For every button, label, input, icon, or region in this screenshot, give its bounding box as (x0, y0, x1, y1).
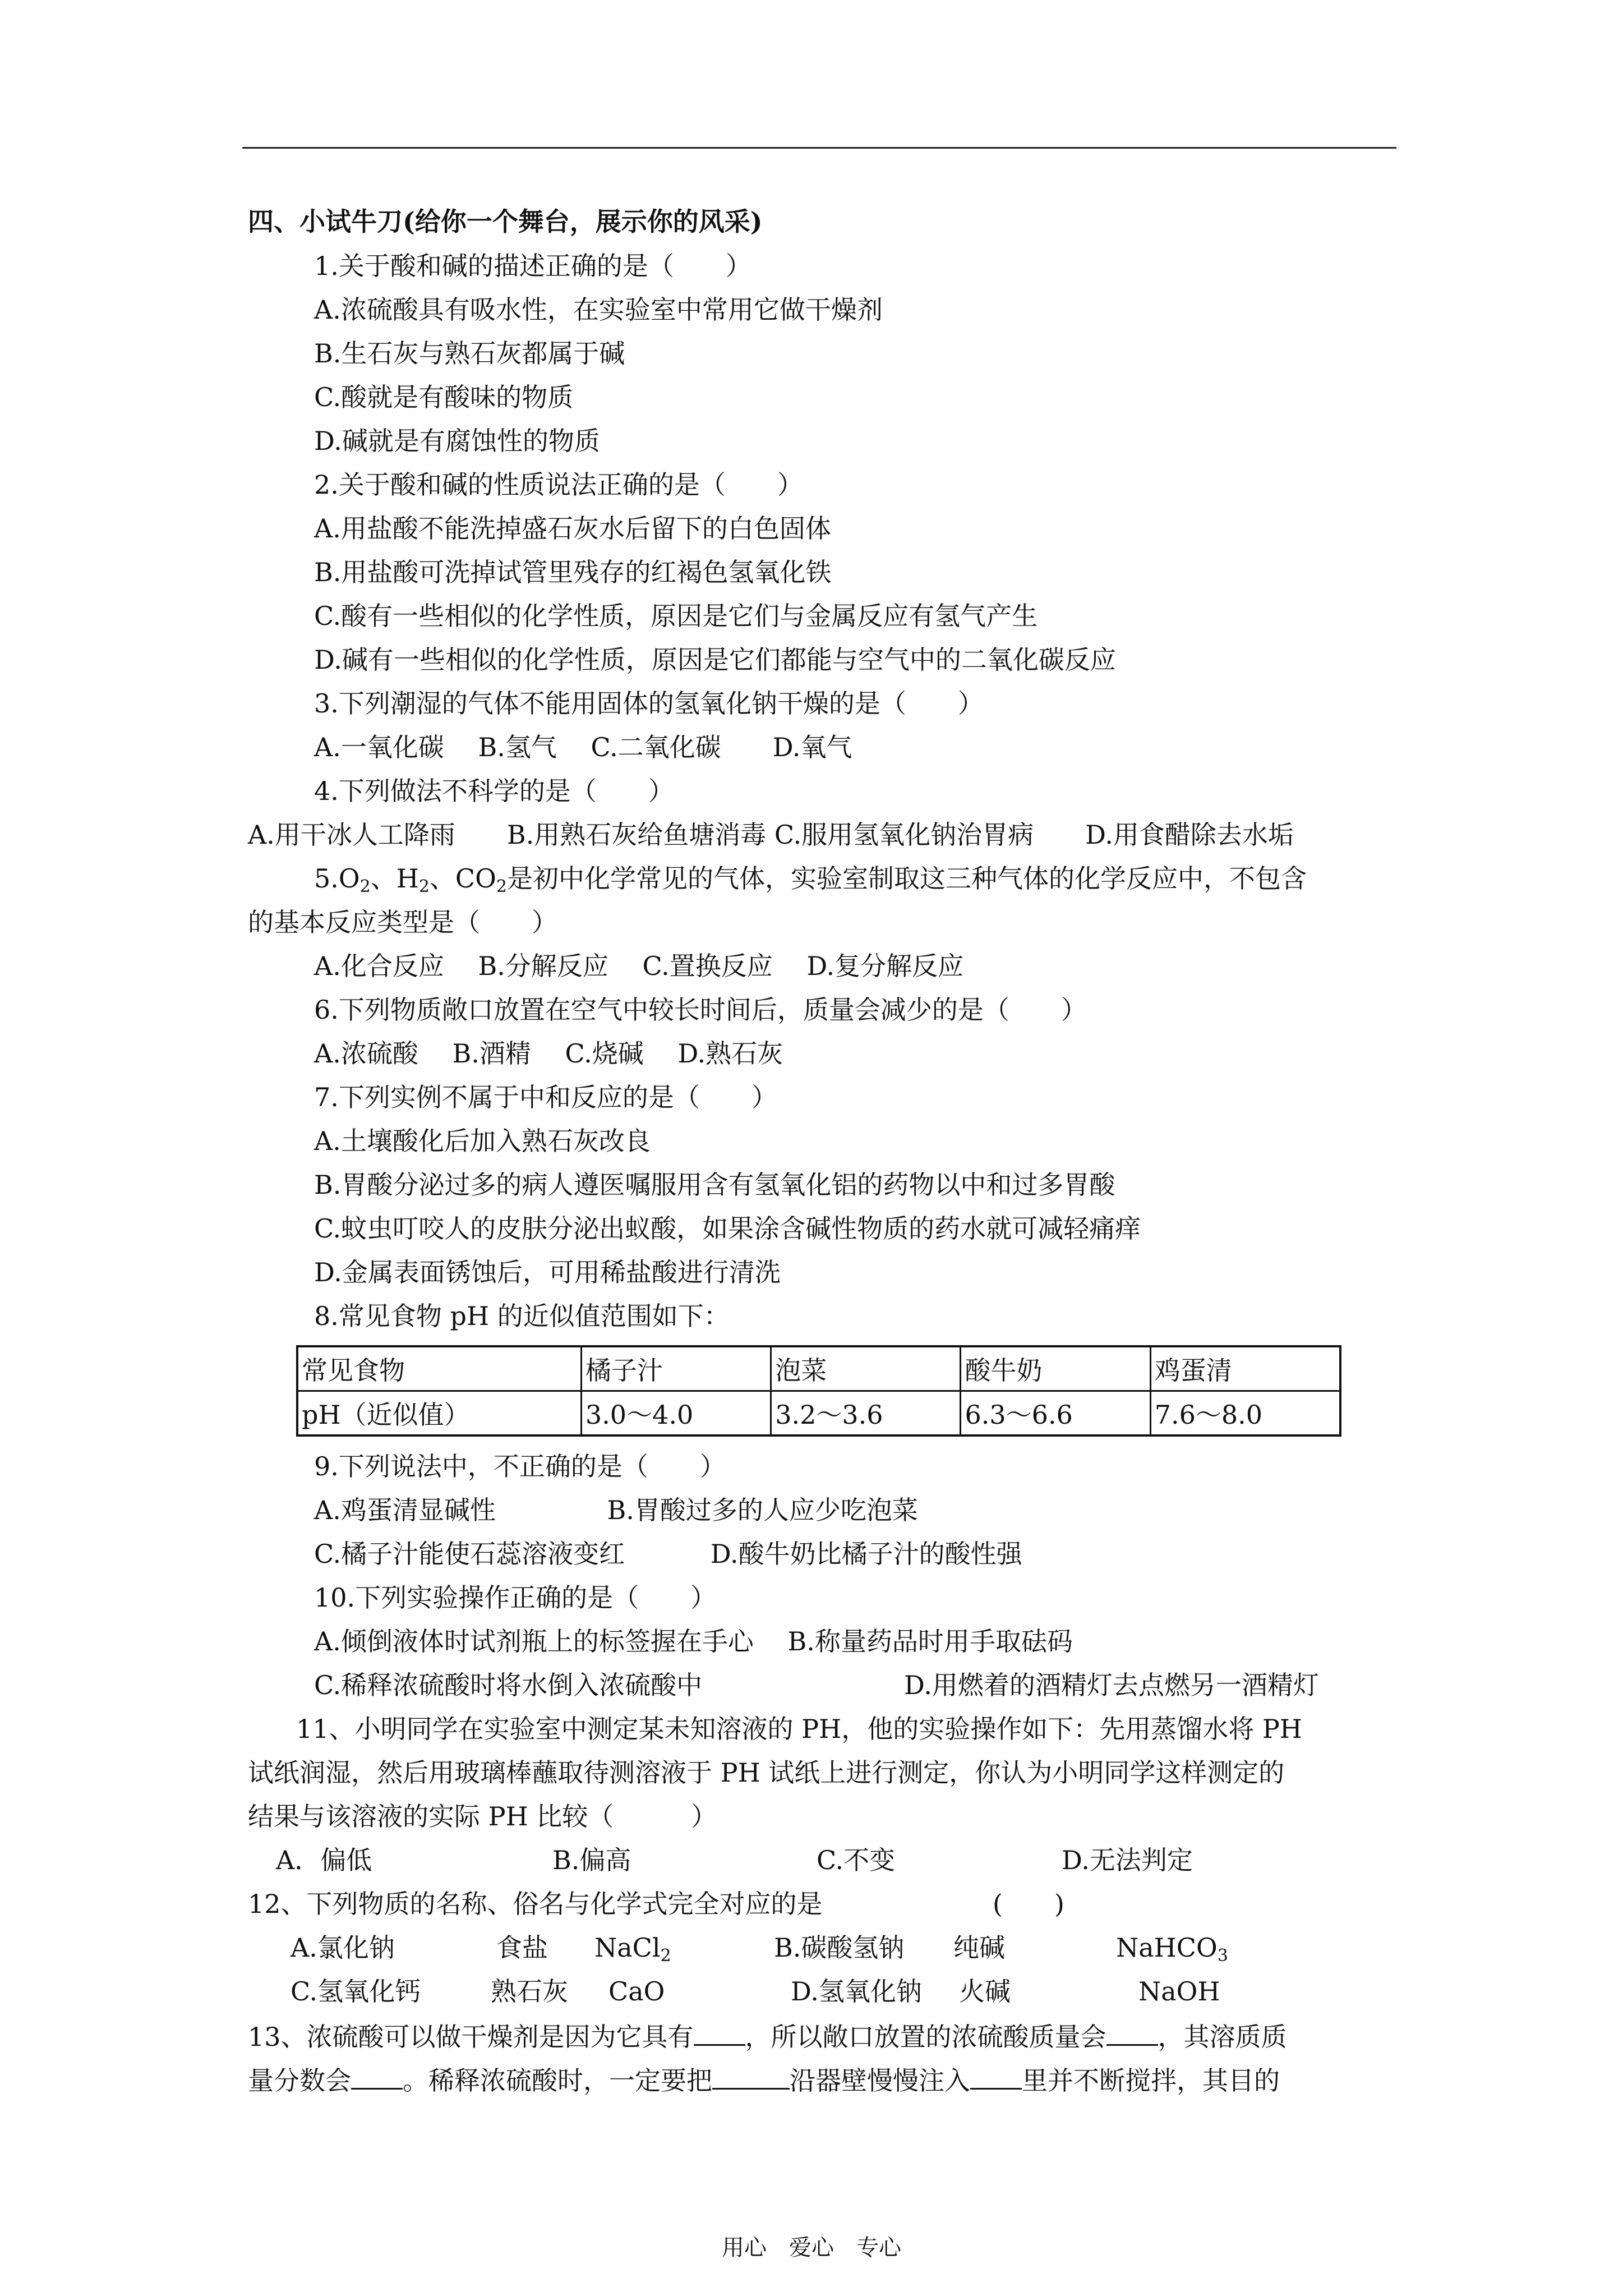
q5-stem (314, 862, 1307, 904)
q1-option-b: B.生石灰与熟石灰都属于碱 (314, 338, 625, 369)
q3-stem: 3.下列潮湿的气体不能用固体的氢氧化钠干燥的是（ ） (314, 688, 984, 719)
table-cell: 3.2～3.6 (771, 1391, 961, 1436)
table-cell: 3.0～4.0 (581, 1391, 771, 1436)
q12-option-a-common: 食盐 (496, 1932, 548, 1963)
q11-option-b: B.偏高 (552, 1845, 631, 1875)
q6-stem: 6.下列物质敞口放置在空气中较长时间后，质量会减少的是（ ） (314, 995, 1087, 1025)
q1-stem: 1.关于酸和碱的描述正确的是（ ） (314, 251, 751, 281)
table-cell: 7.6～8.0 (1150, 1391, 1340, 1436)
q2-stem: 2.关于酸和碱的性质说法正确的是（ ） (314, 470, 803, 500)
q10-option-d: D.用燃着的酒精灯去点燃另一酒精灯 (904, 1670, 1319, 1700)
q10-option-c: C.稀释浓硫酸时将水倒入浓硫酸中 (314, 1670, 703, 1700)
q12-stem: 12、下列物质的名称、俗名与化学式完全对应的是 (248, 1889, 823, 1919)
q5-stem-line2: 的基本反应类型是（ ） (248, 907, 557, 937)
q13-text: ，其溶质质 (1158, 2022, 1287, 2052)
answer-blank[interactable] (694, 2018, 745, 2046)
q11-line3: 结果与该溶液的实际 PH 比较（ ） (248, 1801, 717, 1832)
formula-o2: $O_2$ (338, 863, 371, 896)
q12-option-a-name: A.氯化钠 (291, 1932, 395, 1963)
q13-line2 (248, 2062, 1280, 2097)
q12-option-c-name: C.氢氧化钙 (291, 1976, 421, 2007)
q7-option-c: C.蚊虫叮咬人的皮肤分泌出蚁酸，如果涂含碱性物质的药水就可减轻痛痒 (314, 1213, 1141, 1244)
q9-stem: 9.下列说法中，不正确的是（ ） (314, 1451, 726, 1481)
table-cell: 常见食物 (297, 1346, 581, 1391)
q12-option-b-common: 纯碱 (953, 1932, 1005, 1963)
separator: 、 (370, 863, 396, 894)
q2-option-d: D.碱有一些相似的化学性质，原因是它们都能与空气中的二氧化碳反应 (314, 645, 1116, 675)
q2-option-b: B.用盐酸可洗掉试管里残存的红褐色氢氧化铁 (314, 557, 832, 587)
q12-option-c-formula: CaO (608, 1976, 665, 2007)
q13-text: 。稀释浓硫酸时，一定要把 (403, 2065, 712, 2096)
q11-option-d: D.无法判定 (1062, 1845, 1193, 1875)
q5-number: 5. (314, 863, 339, 894)
q13-text: 沿器壁慢慢注入 (790, 2065, 970, 2096)
table-cell: 鸡蛋清 (1150, 1346, 1340, 1391)
q13-line1 (248, 2018, 1287, 2054)
q10-stem: 10.下列实验操作正确的是（ ） (314, 1582, 717, 1613)
table-cell: pH（近似值） (297, 1391, 581, 1436)
q2-option-c: C.酸有一些相似的化学性质，原因是它们与金属反应有氢气产生 (314, 601, 1038, 631)
q5-stem-text: 是初中化学常见的气体，实验室制取这三种气体的化学反应中，不包含 (506, 863, 1307, 894)
q4-options: A.用干冰人工降雨 B.用熟石灰给鱼塘消毒 C.服用氢氧化钠治胃病 D.用食醋除去水垢 (248, 820, 1294, 850)
q13-text: ，所以敞口放置的浓硫酸质量会 (745, 2022, 1106, 2052)
header-rule (242, 147, 1396, 149)
q7-option-b: B.胃酸分泌过多的病人遵医嘱服用含有氢氧化铝的药物以中和过多胃酸 (314, 1170, 1115, 1200)
table-cell: 橘子汁 (581, 1346, 771, 1391)
answer-blank[interactable] (1106, 2018, 1158, 2046)
q12-option-a-formula: NaCl$_2$ (594, 1932, 671, 1966)
table-cell: 酸牛奶 (961, 1346, 1150, 1391)
answer-blank[interactable] (712, 2062, 790, 2090)
q8-stem: 8.常见食物 pH 的近似值范围如下： (314, 1301, 730, 1331)
q1-option-a: A.浓硫酸具有吸水性，在实验室中常用它做干燥剂 (314, 295, 883, 325)
q12-option-d-formula: NaOH (1138, 1976, 1220, 2007)
q9-options-cd: C.橘子汁能使石蕊溶液变红 D.酸牛奶比橘子汁的酸性强 (314, 1539, 1022, 1569)
q7-stem: 7.下列实例不属于中和反应的是（ ） (314, 1082, 777, 1112)
q5-options: A.化合反应 B.分解反应 C.置换反应 D.复分解反应 (314, 951, 964, 981)
section-title: 四、小试牛刀(给你一个舞台，展示你的风采) (248, 206, 763, 237)
q13-text: 量分数会 (248, 2065, 351, 2096)
table-row (297, 1391, 1340, 1436)
formula-h2: $H_2$ (396, 863, 430, 896)
q6-options: A.浓硫酸 B.酒精 C.烧碱 D.熟石灰 (314, 1038, 783, 1069)
q12-answer-paren: ( ) (993, 1889, 1064, 1919)
ph-table (296, 1345, 1341, 1437)
q11-line1: 11、小明同学在实验室中测定某未知溶液的 PH，他的实验操作如下：先用蒸馏水将 PH (296, 1714, 1302, 1744)
q12-option-b-formula: NaHCO$_3$ (1116, 1932, 1228, 1966)
q3-options: A.一氧化碳 B.氢气 C.二氧化碳 D.氧气 (314, 732, 852, 762)
q12-option-b-name: B.碳酸氢钠 (774, 1932, 905, 1963)
q11-option-a: A．偏低 (276, 1845, 372, 1875)
table-cell: 泡菜 (771, 1346, 961, 1391)
q12-option-d-common: 火碱 (959, 1976, 1011, 2007)
q1-option-c: C.酸就是有酸味的物质 (314, 382, 574, 412)
answer-blank[interactable] (970, 2062, 1022, 2090)
formula-co2: $CO_2$ (455, 863, 507, 896)
table-cell: 6.3～6.6 (961, 1391, 1150, 1436)
q12-option-d-name: D.氢氧化钠 (791, 1976, 922, 2007)
q11-option-c: C.不变 (817, 1845, 896, 1875)
q13-text: 13、浓硫酸可以做干燥剂是因为它具有 (248, 2022, 694, 2052)
page-footer: 用心 爱心 专心 (722, 2235, 901, 2261)
q10-options-ab: A.倾倒液体时试剂瓶上的标签握在手心 B.称量药品时用手取砝码 (314, 1626, 1073, 1657)
q7-option-a: A.土壤酸化后加入熟石灰改良 (314, 1126, 651, 1156)
q12-option-c-common: 熟石灰 (491, 1976, 568, 2007)
separator: 、 (429, 863, 455, 894)
q2-option-a: A.用盐酸不能洗掉盛石灰水后留下的白色固体 (314, 513, 831, 544)
answer-blank[interactable] (351, 2062, 403, 2090)
q7-option-d: D.金属表面锈蚀后，可用稀盐酸进行清洗 (314, 1257, 781, 1287)
q4-stem: 4.下列做法不科学的是（ ） (314, 776, 674, 806)
q13-text: 里并不断搅拌，其目的 (1022, 2065, 1280, 2096)
q1-option-d: D.碱就是有腐蚀性的物质 (314, 426, 600, 456)
q11-line2: 试纸润湿，然后用玻璃棒蘸取待测溶液于 PH 试纸上进行测定，你认为小明同学这样测定的 (248, 1757, 1285, 1788)
table-header-row (297, 1346, 1340, 1391)
q9-options-ab: A.鸡蛋清显碱性 B.胃酸过多的人应少吃泡菜 (314, 1495, 918, 1525)
